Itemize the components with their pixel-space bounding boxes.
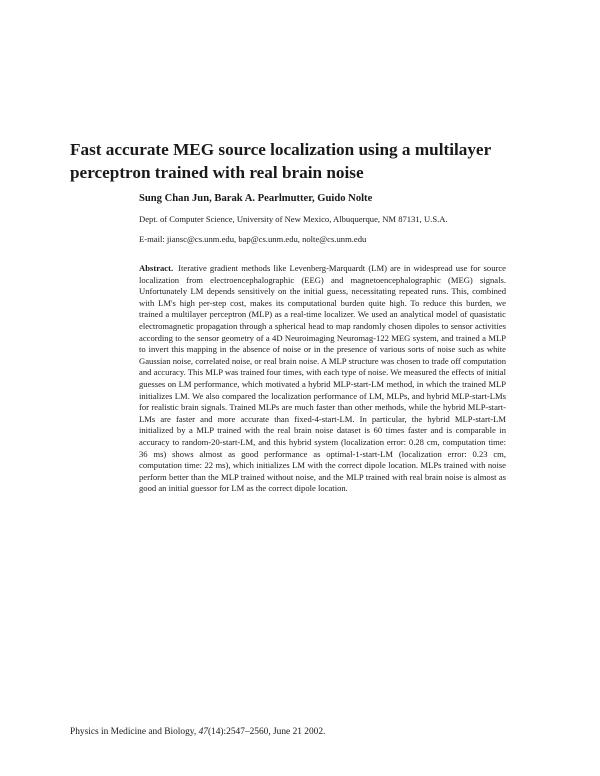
affiliation: Dept. of Computer Science, University of New Mexico, Albuquerque, NM 87131, U.S.A.: [139, 214, 448, 224]
author-list: Sung Chan Jun, Barak A. Pearlmutter, Guido Nolte: [139, 193, 373, 204]
journal-issue-pages-date: (14):2547–2560, June 21 2002.: [207, 727, 326, 737]
abstract: [139, 263, 506, 495]
abstract-text: Iterative gradient methods like Levenberg-Marquardt (LM) are in widespread use for source localization from electroencephalographic (EEG) and magnetoencephalographic (MEG) signals. Unfortunately LM depends sensitively on the initial guess, necessitating repeated runs. This, combined with LM's high per-step cost, makes its computational burden quite high. To reduce this burden, we trained a multilayer perceptron (MLP) as a real-time localizer. We used an analytical model of quasistatic electromagnetic propagation through a spherical head to map randomly chosen dipoles to sensor activities according to the sensor geometry of a 4D Neuroimaging Neuromag-122 MEG system, and trained a MLP to invert this mapping in the absence of noise or in the presence of various sorts of noise such as white Gaussian noise, correlated noise, or real brain noise. A MLP structure was chosen to trade off computation and accuracy. This MLP was trained four times, with each type of noise. We measured the effects of initial guesses on LM performance, which motivated a hybrid MLP-start-LM method, in which the trained MLP initializes LM. We also compared the localization performance of LM, MLPs, and hybrid MLP-start-LMs for realistic brain signals. Trained MLPs are much faster than other methods, while the hybrid MLP-start-LMs are faster and more accurate than fixed-4-start-LM. In particular, the hybrid MLP-start-LM initialized by a MLP trained with the real brain noise dataset is 60 times faster and is comparable in accuracy to random-20-start-LM, and this hybrid system (localization error: 0.28 cm, computation time: 36 ms) shows almost as good performance as optimal-1-start-LM (localization error: 0.23 cm, computation time: 22 ms), which initializes LM with the correct dipole location. MLPs trained with noise perform better than the MLP trained without noise, and the MLP trained with real brain noise is almost as good an initial guessor for LM as the correct dipole location.: [139, 263, 506, 494]
journal-volume: 47: [198, 727, 208, 737]
email-addresses: E-mail: jiansc@cs.unm.edu, bap@cs.unm.edu, nolte@cs.unm.edu: [139, 234, 367, 244]
abstract-label: Abstract.: [139, 263, 174, 273]
paper-title: Fast accurate MEG source localization using a multilayer perceptron trained with real brain noise: [70, 140, 491, 182]
journal-name: Physics in Medicine and Biology,: [70, 727, 197, 737]
citation-footer: [70, 727, 325, 737]
